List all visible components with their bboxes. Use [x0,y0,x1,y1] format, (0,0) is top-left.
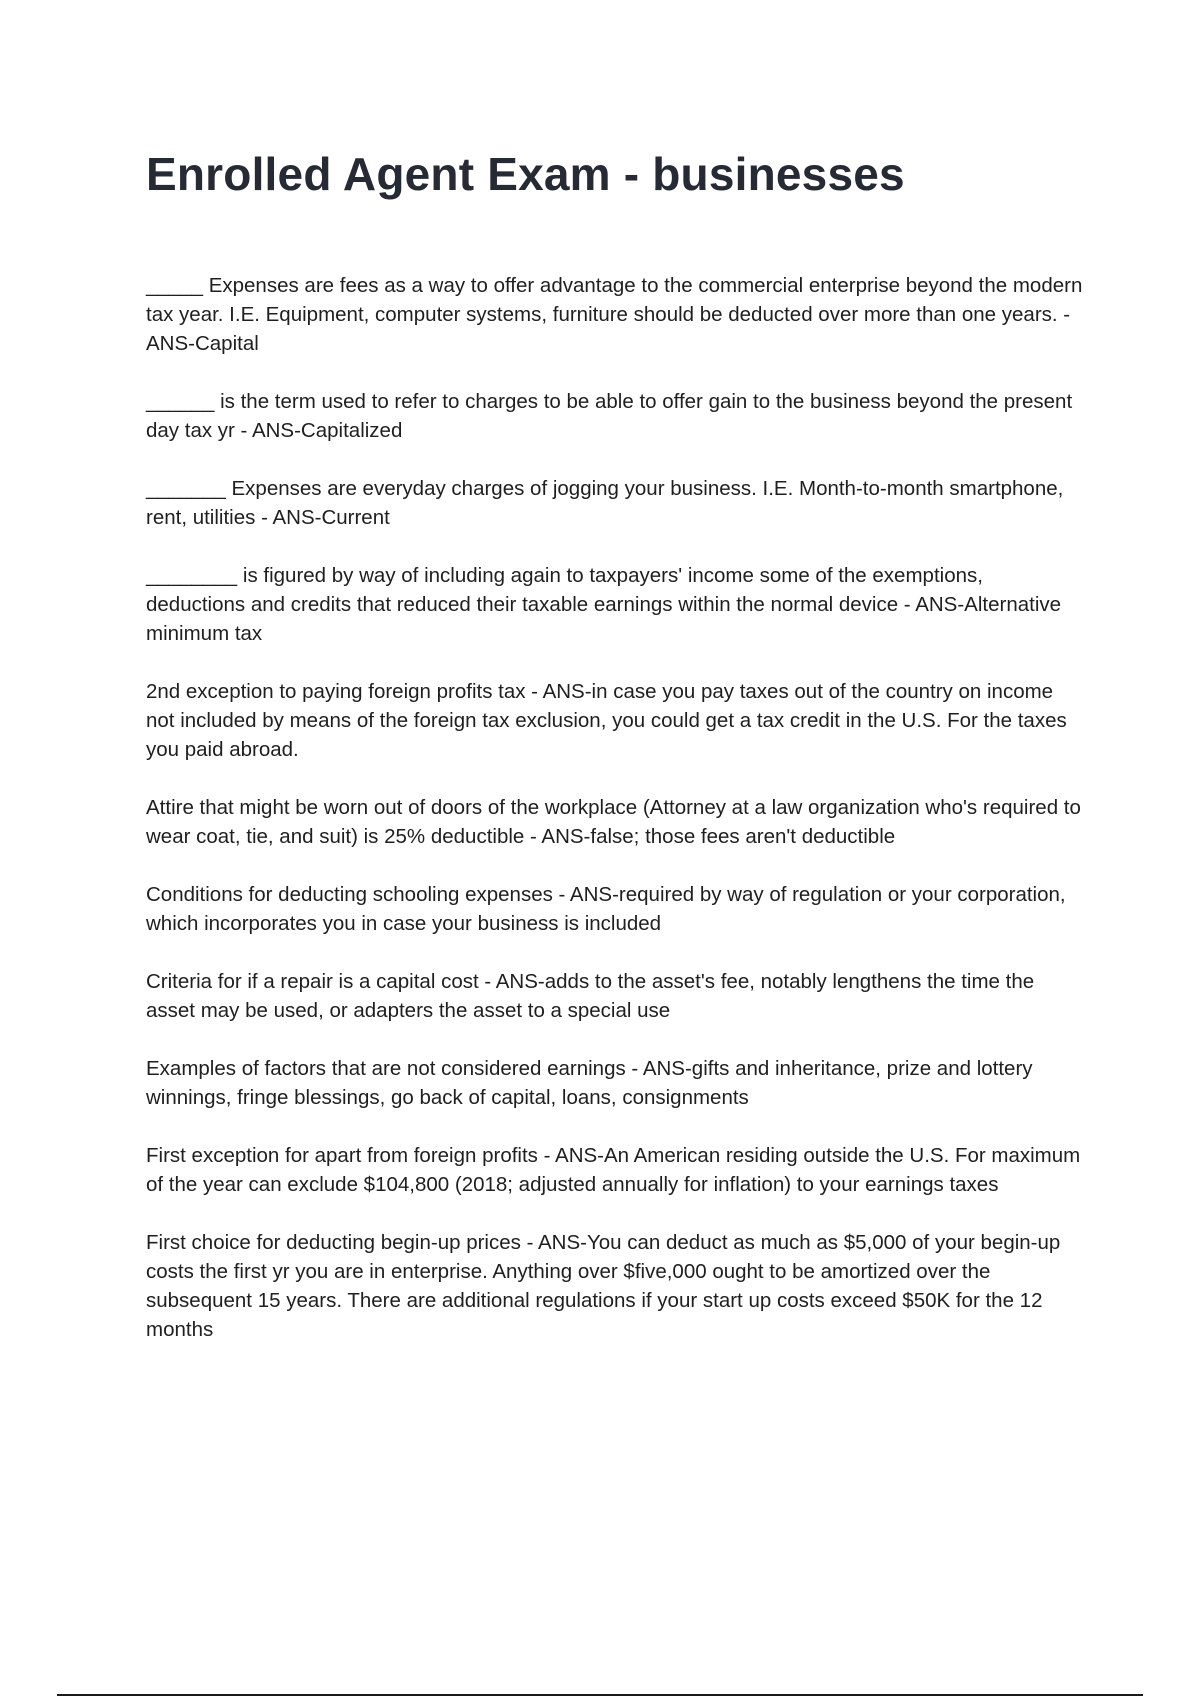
qa-item-6: Attire that might be worn out of doors of the workplace (Attorney at a law organization who's required to wear coat, tie, and suit) is 25% deductible - ANS-false; those fees aren't deductible [146,796,1081,848]
page-title: Enrolled Agent Exam - businesses [146,148,905,200]
qa-item-9: Examples of factors that are not considered earnings - ANS-gifts and inheritance, prize and lottery winnings, fringe blessings, go back of capital, loans, consignments [146,1057,1033,1109]
qa-item-2: ______ is the term used to refer to charges to be able to offer gain to the business beyond the present day tax yr - ANS-Capitalized [146,390,1073,442]
qa-item-4: ________ is figured by way of including again to taxpayers' income some of the exemptions, deductions and credits that reduced their taxable earnings within the normal device - ANS-Alternative minimum tax [146,564,1062,645]
page-bottom-rule [57,1694,1143,1696]
qa-item-10: First exception for apart from foreign profits - ANS-An American residing outside the U.S. For maximum of the year can exclude $104,800 (2018; adjusted annually for inflation) to your earnings taxes [146,1144,1081,1196]
qa-item-1: _____ Expenses are fees as a way to offer advantage to the commercial enterprise beyond the modern tax year. I.E. Equipment, computer systems, furniture should be deducted over more than one years. - ANS-Capital [146,274,1083,355]
qa-item-3: _______ Expenses are everyday charges of jogging your business. I.E. Month-to-month smartphone, rent, utilities - ANS-Current [146,477,1064,529]
qa-item-7: Conditions for deducting schooling expenses - ANS-required by way of regulation or your corporation, which incorporates you in case your business is included [146,883,1066,935]
qa-item-11: First choice for deducting begin-up prices - ANS-You can deduct as much as $5,000 of your begin-up costs the first yr you are in enterprise. Anything over $five,000 ought to be amortized over the subsequent 15 years. There are additional regulations if your start up costs exceed $50K for the 12 months [146,1231,1061,1341]
qa-item-8: Criteria for if a repair is a capital cost - ANS-adds to the asset's fee, notably lengthens the time the asset may be used, or adapters the asset to a special use [146,970,1035,1022]
qa-item-5: 2nd exception to paying foreign profits tax - ANS-in case you pay taxes out of the country on income not included by means of the foreign tax exclusion, you could get a tax credit in the U.S. For the taxes you paid abroad. [146,680,1067,761]
qa-list [146,271,1086,1373]
